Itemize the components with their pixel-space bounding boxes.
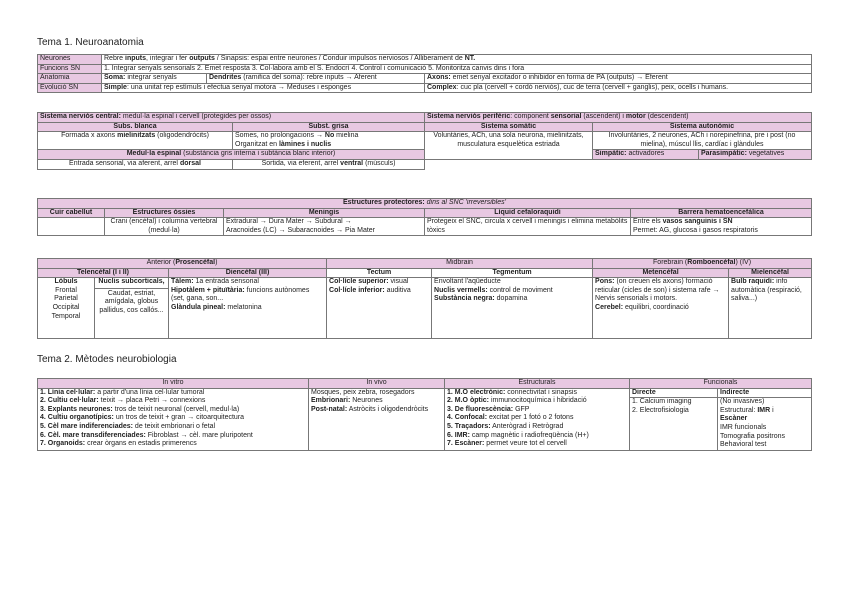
directe-cell: 1. Calcium imaging 2. Electrofisiologia <box>630 398 718 451</box>
somatic-desc: Voluntàries, ACh, una sola neurona, mielinitzats, musculatura esquelètica estriada <box>425 132 593 160</box>
autonomic-desc: Involuntàries, 2 neurones, ACh i norepinefrina, pre i post (no mielina), múscul llis, cardíac i glàndules <box>593 132 812 150</box>
simpatic-cell: Simpàtic: activadores <box>593 150 699 160</box>
mielencefal-cell: Bulb raquidi: info automàtica (respiració, saliva...) <box>729 278 812 339</box>
midbrain-header: Midbrain <box>327 259 593 269</box>
simple-cell: Simple: una unitat rep estímuls i efectua senyal motora → Meduses i esponges <box>102 83 425 93</box>
somatic-header: Sistema somàtic <box>425 122 593 132</box>
dendrites-cell: Dendrites (ramifica del soma): rebre inputs → Aferent <box>207 74 425 84</box>
forebrain-header: Forebrain (Romboencèfal) (IV) <box>593 259 812 269</box>
snc-table <box>37 112 425 170</box>
vivo-header: In vivo <box>309 379 445 389</box>
metencefal-cell: Pons: (on creuen els axons) formació reticular (cicles de son) i sistema rafe → Nervis sensorials i motors. Cerebel: equilibri, coordinació <box>593 278 729 339</box>
vitro-cell: 1. Línia cel·lular: a partir d'una línia cel·lular tumoral 2. Cultiu cel·lular: teixit → placa Petri → connexions 3. Explants neurones: tros de teixit neuronal (cervell, medul·la) 4. Cultiu organotípics: un tros de teixit + gran → citoarquitectura 5. Cèl mare indiferenciades: de teixit embrionari o fetal 6. Cèl. mare transdiferenciades: Fibroblast → cèl. mare pluripotent 7. Organoids: crear òrgans en estadis primerencs <box>38 388 309 450</box>
mielencefal-header: Mielencèfal <box>729 268 812 278</box>
liquid-header: Líquid cefaloraquidi <box>425 208 631 218</box>
tectum-cell: Col·lícle superior: visual Col·lícle inferior: auditiva <box>327 278 432 339</box>
tema2-title: Tema 2. Mètodes neurobiologia <box>37 354 177 365</box>
funcions-desc: 1. Integrar senyals sensorials 2. Emet resposta 3. Col·labora amb el S. Endocrí 4. Control i comunicació 5. Monitoritza canvis dins i fora <box>102 64 812 74</box>
ossies-cell: Crani (encèfal) i columna vertebral (medul·la) <box>105 218 224 236</box>
barrera-header: Barrera hematoencefàlica <box>631 208 812 218</box>
nuclis-cell: Nuclis subcorticals, Caudat, estriat, amígdala, globus pallidus, cos callós... <box>95 278 169 339</box>
complex-cell: Complex: cuc pla (cervell + cordó nerviós), cuc de terra (cervell + ganglis), peix, ocells i humans. <box>425 83 812 93</box>
ossies-header: Estructures òssies <box>105 208 224 218</box>
cuir-cell <box>38 218 105 236</box>
vitro-header: In vitro <box>38 379 309 389</box>
label-evolucio: Evolució SN <box>38 83 102 93</box>
label-neurones: Neurones <box>38 55 102 65</box>
neurones-table <box>37 54 812 93</box>
meningis-header: Meningis <box>224 208 425 218</box>
meningis-cell: Extradural → Dura Mater → Subdural → Aracnoides (LC) → Subaracnoides → Pia Mater <box>224 218 425 236</box>
subs-grisa-desc: Somes, no prolongacions → No mielina Organitzat en làmines i nuclis <box>233 132 425 150</box>
directe-header: Directe <box>630 388 718 398</box>
tegmentum-header: Tegmentum <box>432 268 593 278</box>
lobuls-cell: Lòbuls Frontal Parietal Occipital Temporal <box>38 278 95 339</box>
metencefal-header: Metencèfal <box>593 268 729 278</box>
subs-grisa-header: Subst. grisa <box>233 122 425 132</box>
snc-header: Sistema nerviós central: medul·la espinal i cervell (protegides per ossos) <box>38 113 425 123</box>
protectores-table <box>37 198 812 236</box>
tema1-title: Tema 1. Neuroanatomia <box>37 37 144 48</box>
protectores-header: Estructures protectores: dins al SNC 'irreversibles' <box>38 199 812 209</box>
indirecte-header: Indirecte <box>718 388 812 398</box>
anterior-header: Anterior (Prosencèfal) <box>38 259 327 269</box>
estructurals-cell: 1. M.O electrònic: connectivitat i sinapsis 2. M.O òptic: immunocitoquímica i hibridació 3. De fluorescència: GFP 4. Confocal: excitat per 1 fotó o 2 fotons 5. Traçadors: Anterògrad i Retrògrad 6. IMR: camp magnètic i radiofreqüència (H+) 7. Escàner: permet veure tot el cervell <box>445 388 630 450</box>
funcionals-header: Funcionals <box>630 379 812 389</box>
label-funcions: Funcions SN <box>38 64 102 74</box>
telencefal-header: Telencèfal (I i II) <box>38 268 169 278</box>
tectum-header: Tectum <box>327 268 432 278</box>
indirecte-cell: (No invasives) Estructural: IMR i Escàner IMR funcionals Tomografia positrons Behavioral test <box>718 398 812 451</box>
subs-blanca-desc: Formada x axons mielinitzats (oligodendròcits) <box>38 132 233 150</box>
autonomic-header: Sistema autonòmic <box>593 122 812 132</box>
diencefal-cell: Tàlem: 1a entrada sensorial Hipotàlem + pituïtària: funcions autònomes (set, gana, son... Glàndula pineal: melatonina <box>169 278 327 339</box>
parasimpatic-cell: Parasimpàtic: vegetatives <box>699 150 812 160</box>
tegmentum-cell: Envoltant l'aqüeducte Nuclis vermells: control de moviment Substància negra: dopamina <box>432 278 593 339</box>
axons-cell: Axons: emet senyal excitador o inhibidor en forma de PA (outputs) → Eferent <box>425 74 812 84</box>
medulla-header: Medul·la espinal (substància gris interna i subtància blanc interior) <box>38 150 425 160</box>
barrera-cell: Entre els vasos sanguinis i SN Permet: AG, glucosa i gasos respiratoris <box>631 218 812 236</box>
encefal-table <box>37 258 812 339</box>
sortida-cell: Sortida, via eferent, arrel ventral (músculs) <box>233 159 425 169</box>
estructurals-header: Estructurals <box>445 379 630 389</box>
vivo-cell: Mosques, peix zebra, rosegadors Embrionari: Neurones Post-natal: Astròcits i oligodendròcits <box>309 388 445 450</box>
soma-cell: Soma: integrar senyals <box>102 74 207 84</box>
cuir-header: Cuir cabellut <box>38 208 105 218</box>
snp-header: Sistema nerviós perifèric: component sensorial (ascendent) i motor (descendent) <box>425 113 812 123</box>
diencefal-header: Diencèfal (III) <box>169 268 327 278</box>
neurones-desc: Rebre inputs, integrar i fer outputs / Sinapsis: espai entre neurones / Conduir impulsos nerviosos / Alliberament de NT. <box>102 55 812 65</box>
metodes-table <box>37 378 812 451</box>
liquid-cell: Protegeix el SNC, circula x cervell i meningis i elimina metabòlits tòxics <box>425 218 631 236</box>
entrada-cell: Entrada sensorial, via aferent, arrel dorsal <box>38 159 233 169</box>
subs-blanca-header: Subs. blanca <box>38 122 233 132</box>
label-anatomia: Anatomia <box>38 74 102 84</box>
snp-table <box>424 112 812 160</box>
